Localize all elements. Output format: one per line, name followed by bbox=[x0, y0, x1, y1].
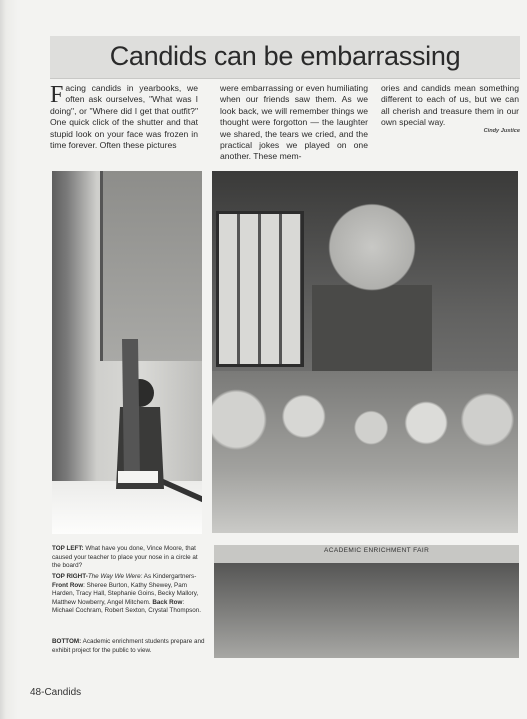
classroom-window-shape bbox=[216, 211, 304, 367]
fair-banner-text: ACADEMIC ENRICHMENT FAIR bbox=[324, 547, 430, 554]
page-folio: 48-Candids bbox=[30, 687, 82, 698]
caption-back-row-names: : Michael Cochram, Robert Sexton, Crystal Thompson. bbox=[52, 598, 201, 615]
caption-top-right-intro: As Kindergartners- bbox=[142, 573, 197, 580]
caption-top-right bbox=[52, 573, 206, 616]
caption-top-left bbox=[52, 545, 206, 571]
boy-figure bbox=[52, 171, 202, 534]
children-group-shape bbox=[212, 371, 518, 533]
caption-bottom bbox=[52, 638, 206, 655]
page-title: Candids can be embarrassing bbox=[109, 41, 461, 71]
caption-back-row-label: Back Row bbox=[152, 598, 183, 606]
caption-top-right-title: The Way We Were: bbox=[87, 573, 143, 580]
title-banner bbox=[50, 36, 520, 79]
body-text-1: acing candids in yearbooks, we often ask ourselves, "What was I doing", or "Where did I get that outfit?" One quick click of the shutter and that stupid look on your face was frozen in time forever. Often these pictures bbox=[50, 83, 198, 151]
caption-top-right-label: TOP RIGHT- bbox=[52, 573, 88, 580]
body-column-3: ories and candids mean something different to each of us, but we can all cherish and treasure them in our own special way. bbox=[381, 83, 519, 128]
caption-bottom-label: BOTTOM: bbox=[52, 638, 82, 645]
photo-enrichment-fair bbox=[214, 545, 519, 658]
body-column-2: were embarrassing or even humiliating when our friends saw them. As we look back, we will remember things we thought were forgotton — the laughter we shared, the tears we cried, and the practical jokes we played on one another. These mem- bbox=[220, 83, 368, 162]
byline: Cindy Justice bbox=[483, 128, 520, 134]
photo-boy-at-chalkboard bbox=[52, 171, 202, 534]
body-column-1 bbox=[50, 83, 198, 151]
caption-front-row-label: Front Row bbox=[52, 581, 84, 589]
caption-top-left-text: What have you done, Vince Moore, that caused your teacher to place your nose in a circle at the board? bbox=[52, 545, 198, 570]
drop-cap: F bbox=[50, 82, 64, 108]
caption-front-row-names: : Sheree Burton, Kathy Shewey, Pam Harden, Tracy Hall, Stephanie Goins, Becky Mallory, Matthew Nowberry, Angel Mitchem. bbox=[52, 581, 199, 606]
caption-bottom-text: Academic enrichment students prepare and exhibit project for the public to view. bbox=[52, 638, 205, 654]
photo-kindergarten-scarecrow bbox=[212, 171, 518, 533]
caption-top-left-label: TOP LEFT: bbox=[52, 545, 84, 552]
